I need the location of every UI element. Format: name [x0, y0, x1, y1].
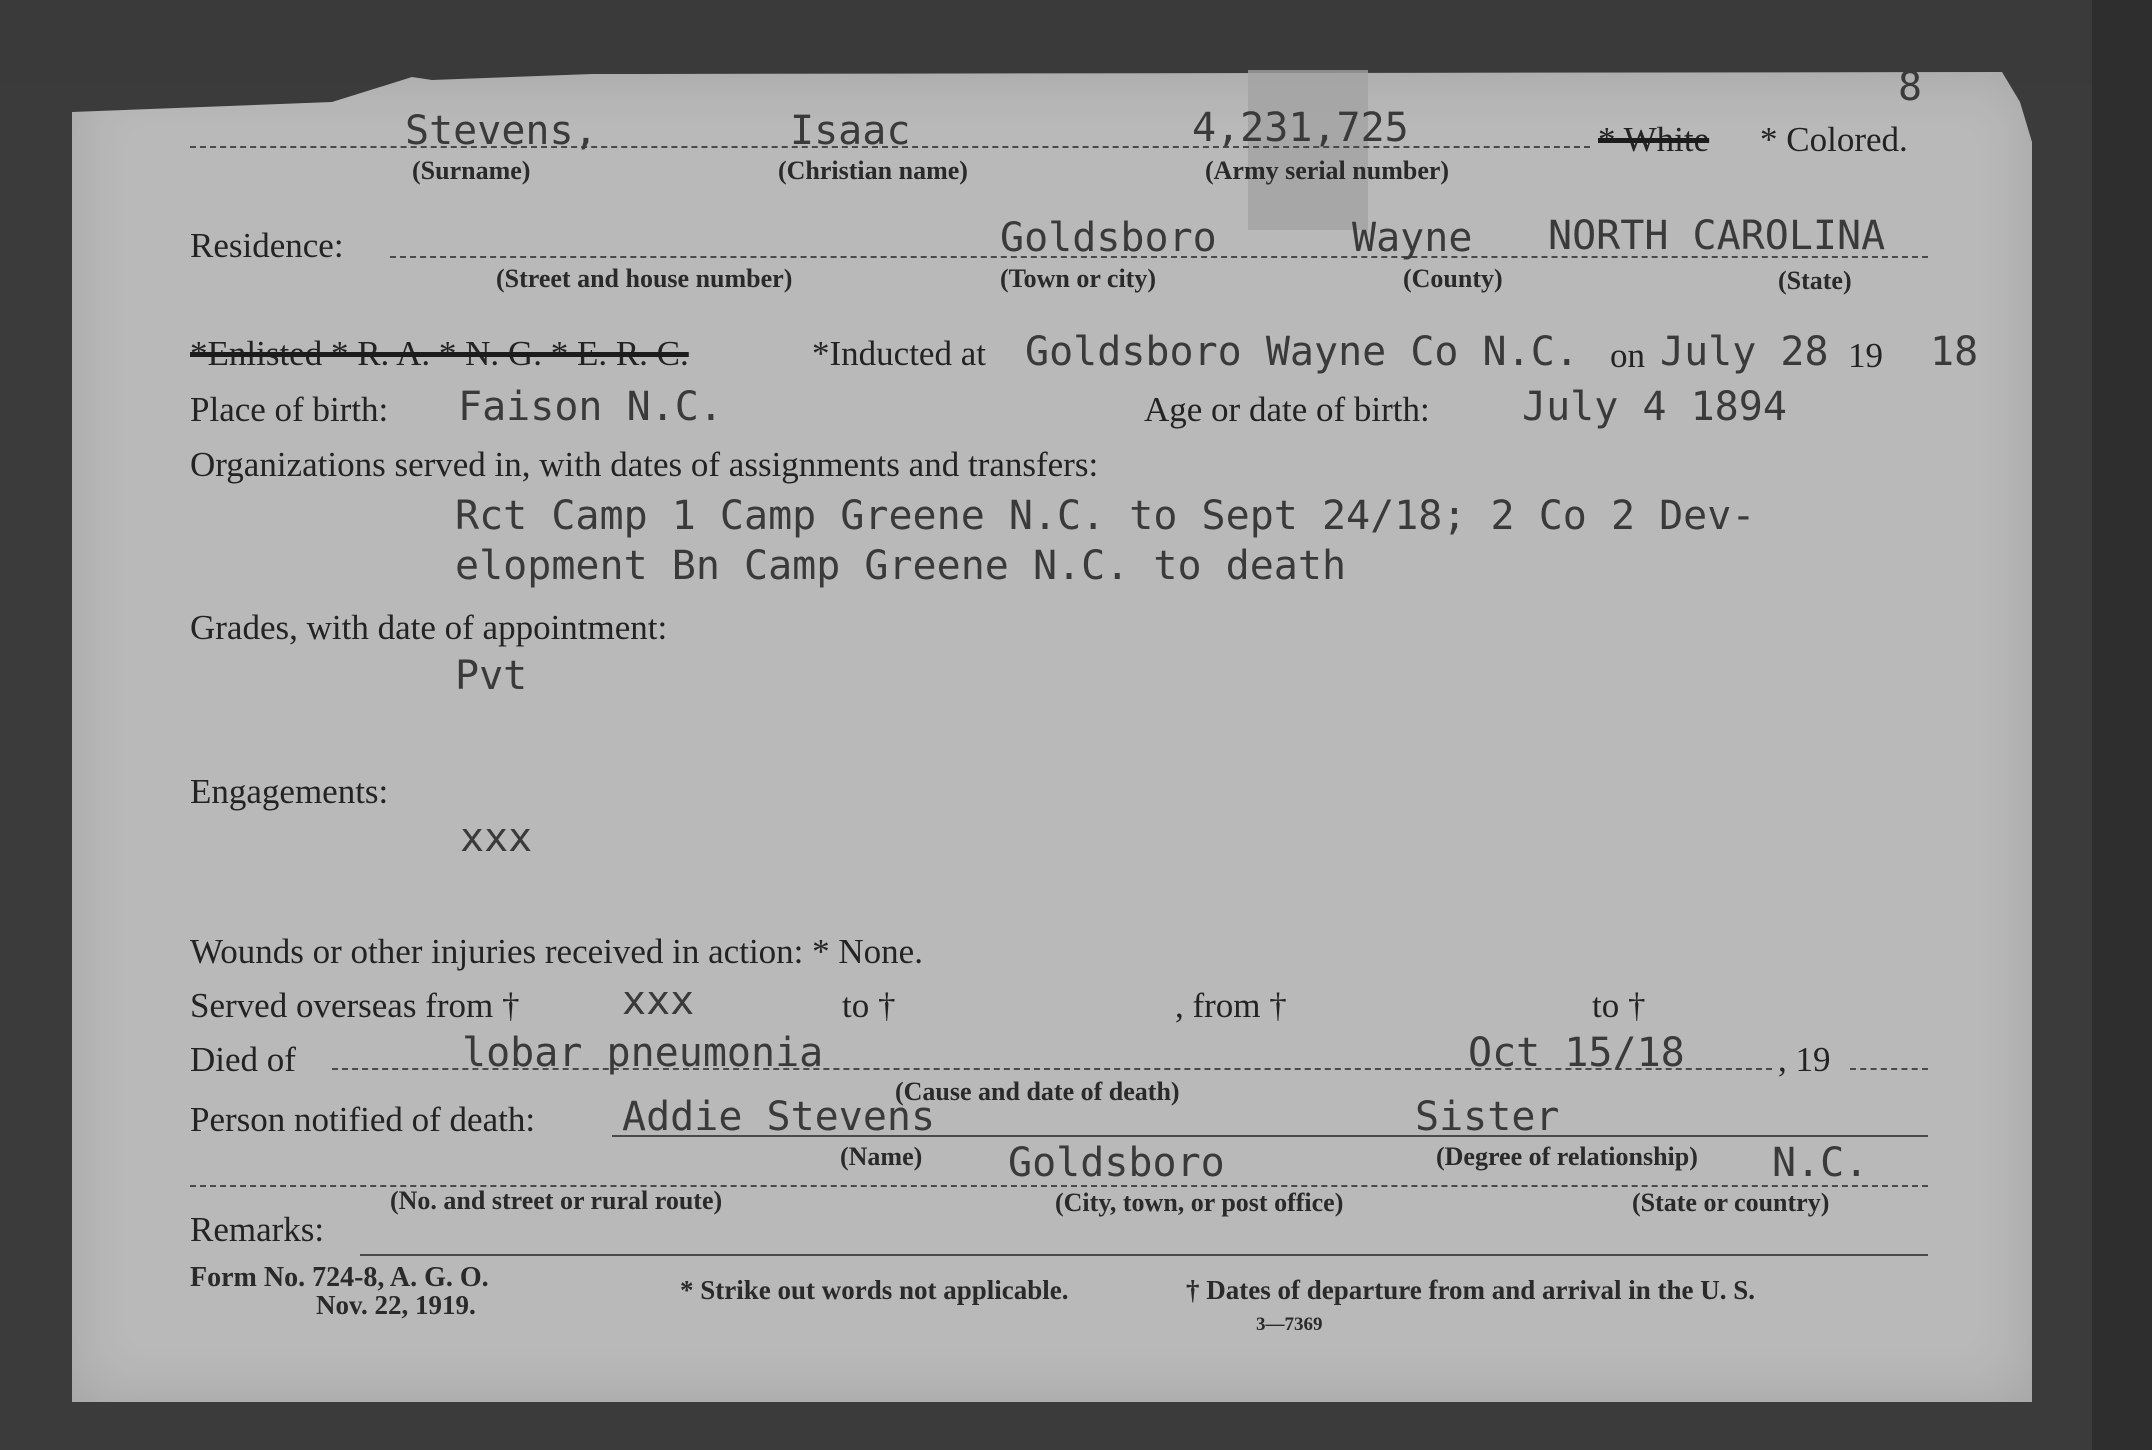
christian-name-value: Isaac	[790, 108, 911, 154]
inducted-place: Goldsboro Wayne Co N.C.	[1025, 329, 1579, 375]
state-country-caption: (State or country)	[1632, 1188, 1830, 1217]
scan-background-right	[2092, 0, 2152, 1450]
town-caption: (Town or city)	[1000, 264, 1156, 293]
residence-state: NORTH CAROLINA	[1548, 213, 1886, 259]
state-caption: (State)	[1778, 266, 1852, 295]
death-year-label: , 19	[1778, 1040, 1831, 1079]
inducted-year-suffix: 18	[1930, 329, 1979, 375]
remarks-line	[360, 1254, 1928, 1256]
death-year-line	[1850, 1068, 1928, 1070]
death-date-value: Oct 15/18	[1468, 1030, 1685, 1076]
relationship-caption: (Degree of relationship)	[1436, 1142, 1698, 1171]
grades-label: Grades, with date of appointment:	[190, 608, 668, 647]
died-of-label: Died of	[190, 1040, 296, 1079]
footnote-dates: † Dates of departure from and arrival in the U. S.	[1186, 1275, 1755, 1305]
engagements-value: xxx	[460, 815, 533, 861]
organizations-line-1: Rct Camp 1 Camp Greene N.C. to Sept 24/18; 2 Co 2 Dev-	[455, 493, 1756, 539]
inducted-on-label: on	[1610, 336, 1645, 375]
serial-caption: (Army serial number)	[1205, 156, 1450, 185]
page-number: 8	[1898, 64, 1923, 110]
footnote-strike-out: * Strike out words not applicable.	[680, 1275, 1069, 1305]
print-code: 3—7369	[1256, 1314, 1323, 1335]
form-date: Nov. 22, 1919.	[316, 1290, 476, 1320]
race-colored: * Colored.	[1760, 120, 1908, 159]
race-white-struck: * White	[1598, 120, 1710, 159]
form-number: Form No. 724-8, A. G. O.	[190, 1262, 489, 1293]
street-route-caption: (No. and street or rural route)	[390, 1186, 723, 1215]
birth-date-label: Age or date of birth:	[1144, 390, 1430, 429]
residence-town: Goldsboro	[1000, 215, 1217, 261]
notified-state-value: N.C.	[1772, 1140, 1869, 1186]
residence-county: Wayne	[1352, 215, 1473, 261]
overseas-to-label-2: to †	[1592, 986, 1646, 1025]
city-caption: (City, town, or post office)	[1055, 1188, 1344, 1217]
grades-value: Pvt	[455, 653, 528, 699]
birth-place-label: Place of birth:	[190, 390, 389, 429]
christian-name-caption: (Christian name)	[778, 156, 968, 185]
wounds-label: Wounds or other injuries received in action: * None.	[190, 932, 923, 971]
residence-label: Residence:	[190, 226, 344, 265]
inducted-date: July 28	[1660, 329, 1829, 375]
engagements-label: Engagements:	[190, 772, 389, 811]
inducted-label: *Inducted at	[812, 334, 986, 373]
organizations-label: Organizations served in, with dates of assignments and transfers:	[190, 445, 1099, 484]
enlistment-options-struck: *Enlisted * R. A. * N. G. * E. R. C.	[190, 334, 689, 373]
notified-city-value: Goldsboro	[1008, 1140, 1225, 1186]
overseas-from-value: xxx	[622, 978, 695, 1024]
county-caption: (County)	[1403, 264, 1503, 293]
surname-value: Stevens,	[405, 108, 598, 154]
inducted-year-prefix: 19	[1848, 336, 1883, 375]
notified-label: Person notified of death:	[190, 1100, 536, 1139]
street-caption: (Street and house number)	[496, 264, 793, 293]
overseas-from-label-2: , from †	[1175, 986, 1287, 1025]
organizations-line-2: elopment Bn Camp Greene N.C. to death	[455, 543, 1347, 589]
overseas-label: Served overseas from †	[190, 986, 520, 1025]
death-cause-value: lobar pneumonia	[462, 1030, 824, 1076]
birth-place-value: Faison N.C.	[458, 384, 723, 430]
overseas-to-label-1: to †	[842, 986, 896, 1025]
notified-name-caption: (Name)	[840, 1142, 923, 1171]
death-caption: (Cause and date of death)	[895, 1077, 1180, 1106]
birth-date-value: July 4 1894	[1522, 384, 1787, 430]
notified-name-value: Addie Stevens	[622, 1094, 936, 1140]
surname-caption: (Surname)	[412, 156, 531, 185]
notified-relationship-value: Sister	[1415, 1094, 1560, 1140]
serial-number-value: 4,231,725	[1192, 105, 1409, 151]
remarks-label: Remarks:	[190, 1210, 325, 1249]
